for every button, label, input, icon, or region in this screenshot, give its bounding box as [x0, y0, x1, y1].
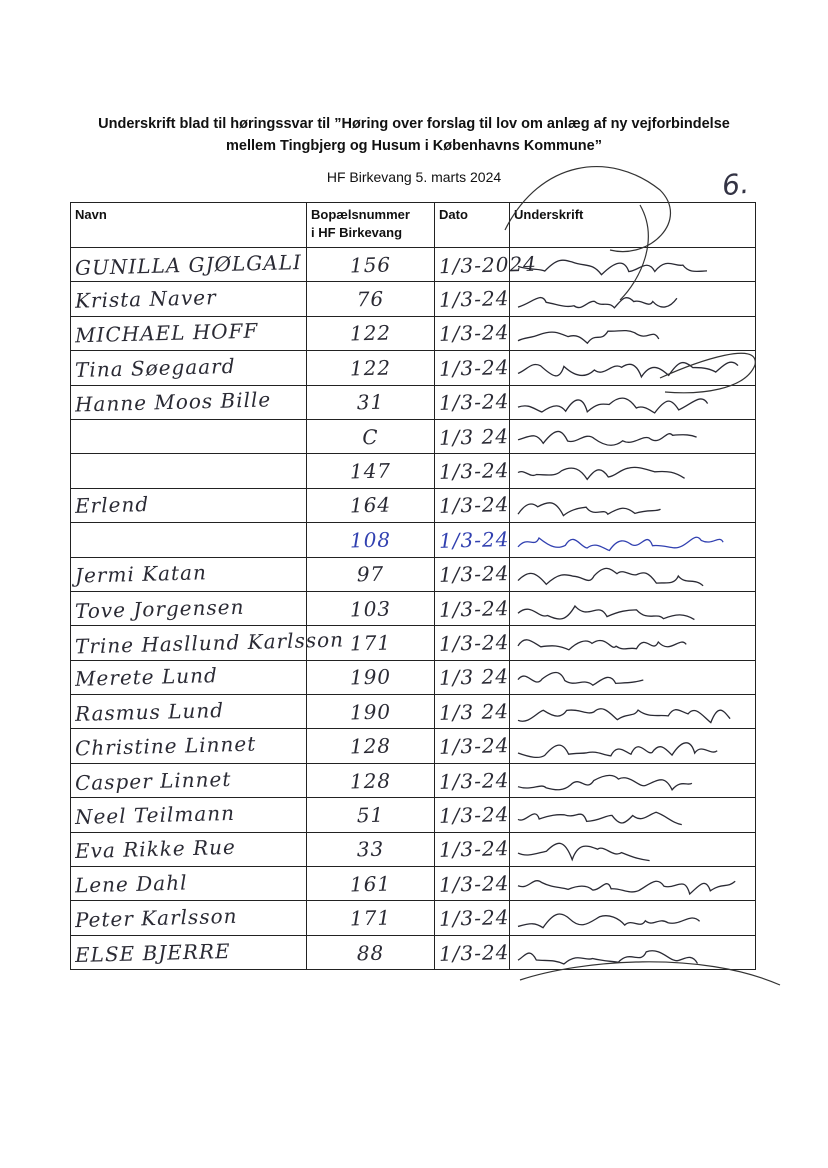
table-row	[71, 488, 756, 522]
name-cell	[71, 351, 307, 385]
house-number-text: 97	[356, 561, 385, 587]
house-number-text: 128	[349, 768, 392, 794]
house-number-cell	[307, 591, 435, 625]
signature-stroke	[518, 640, 686, 650]
signature-table	[70, 202, 756, 970]
house-number-cell	[307, 557, 435, 591]
name-cell	[71, 591, 307, 625]
house-number-text: 122	[349, 355, 392, 381]
house-number-text: 190	[349, 664, 392, 690]
signature-stroke	[518, 362, 738, 377]
name-cell	[71, 557, 307, 591]
house-number-cell	[307, 282, 435, 316]
house-number-cell	[307, 488, 435, 522]
date-text: 1/3-24	[438, 733, 510, 760]
table-row	[71, 248, 756, 282]
house-number-text: 51	[356, 802, 385, 828]
date-text: 1/3-24	[438, 286, 510, 312]
signature-stroke	[518, 775, 692, 790]
column-header-bopael-line-1: Bopælsnummer	[311, 207, 410, 222]
name-cell	[71, 729, 307, 763]
house-number-cell	[307, 248, 435, 282]
column-header-underskrift: Underskrift	[510, 203, 756, 248]
name-cell	[71, 901, 307, 935]
table-row	[71, 695, 756, 729]
house-number-cell	[307, 867, 435, 901]
handwritten-signature	[514, 493, 750, 521]
handwritten-signature	[514, 905, 750, 933]
signature-cell	[510, 935, 756, 969]
date-cell	[435, 695, 510, 729]
name-cell	[71, 248, 307, 282]
signature-cell	[510, 351, 756, 385]
date-cell	[435, 419, 510, 453]
table-row	[71, 935, 756, 969]
house-number-cell	[307, 763, 435, 797]
name-text: Erlend	[74, 492, 150, 519]
house-number-text: 171	[349, 630, 392, 656]
table-row	[71, 385, 756, 419]
date-text: 1/3-24	[438, 595, 510, 622]
name-cell	[71, 695, 307, 729]
house-number-cell	[307, 523, 435, 557]
column-header-bopaelsnummer	[307, 203, 435, 248]
date-text: 1/3-24	[438, 320, 510, 347]
date-text: 1/3-24	[438, 492, 510, 519]
date-text: 1/3-24	[438, 905, 510, 931]
name-text: Krista Naver	[74, 285, 217, 313]
table-row	[71, 523, 756, 557]
house-number-cell	[307, 798, 435, 832]
name-text: Jermi Katan	[74, 560, 208, 588]
table-row	[71, 557, 756, 591]
table-header-row	[71, 203, 756, 248]
signature-cell	[510, 832, 756, 866]
signature-cell	[510, 557, 756, 591]
signature-stroke	[518, 709, 730, 723]
signature-cell	[510, 763, 756, 797]
date-cell	[435, 832, 510, 866]
date-text: 1/3-24	[438, 801, 510, 828]
table-row	[71, 591, 756, 625]
signature-stroke	[518, 537, 723, 550]
signature-stroke	[518, 743, 717, 758]
house-number-cell	[307, 832, 435, 866]
signature-rows	[71, 248, 756, 970]
house-number-cell	[307, 660, 435, 694]
house-number-text: C	[362, 424, 379, 449]
date-cell	[435, 660, 510, 694]
signature-cell	[510, 385, 756, 419]
house-number-text: 31	[356, 389, 385, 415]
signature-cell	[510, 695, 756, 729]
date-text: 1/3-24	[438, 354, 510, 381]
date-cell	[435, 248, 538, 282]
signature-cell	[510, 419, 756, 453]
name-text: Tina Søegaard	[74, 353, 236, 382]
name-cell	[71, 798, 307, 832]
house-number-cell	[307, 385, 435, 419]
house-number-text: 164	[349, 492, 392, 518]
house-number-text: 161	[349, 871, 392, 897]
signature-stroke	[518, 914, 700, 928]
name-cell	[71, 867, 307, 901]
house-number-cell	[307, 419, 435, 453]
table-row	[71, 282, 756, 316]
date-cell	[435, 935, 510, 969]
table-row	[71, 729, 756, 763]
handwritten-signature	[514, 424, 750, 452]
date-text: 1/3-24	[438, 767, 510, 794]
signature-cell	[510, 798, 756, 832]
signature-stroke	[518, 951, 698, 964]
handwritten-signature	[514, 871, 750, 899]
house-number-cell	[307, 316, 435, 350]
handwritten-signature	[514, 802, 750, 830]
name-cell	[71, 832, 307, 866]
date-cell	[435, 867, 510, 901]
signature-stroke	[518, 330, 659, 343]
signature-stroke	[518, 431, 697, 445]
name-text: Neel Teilmann	[74, 800, 236, 829]
name-cell	[71, 488, 307, 522]
handwritten-signature	[514, 527, 750, 555]
signature-cell	[510, 591, 756, 625]
name-cell	[71, 660, 307, 694]
signature-cell	[510, 454, 756, 488]
date-text: 1/3 24	[438, 664, 510, 691]
name-cell	[71, 763, 307, 797]
signature-stroke	[518, 398, 708, 413]
date-cell	[435, 385, 510, 419]
table-row	[71, 901, 756, 935]
date-text: 1/3-24	[438, 389, 510, 416]
signature-cell	[510, 729, 756, 763]
house-number-text: 122	[349, 320, 392, 347]
signature-cell	[510, 626, 756, 660]
date-cell	[435, 316, 510, 350]
handwritten-signature	[514, 768, 750, 796]
table-row	[71, 419, 756, 453]
date-text: 1/3-24	[438, 939, 510, 966]
date-text: 1/3-24	[438, 458, 510, 484]
signature-stroke	[518, 503, 661, 516]
handwritten-signature	[514, 321, 750, 349]
date-text: 1/3-24	[438, 561, 510, 588]
signature-cell	[510, 867, 756, 901]
signature-stroke	[518, 843, 650, 860]
house-number-cell	[307, 935, 435, 969]
table-row	[71, 867, 756, 901]
heading-line-1: Underskrift blad til høringssvar til ”Høring over forslag til lov om anlæg af ny vejforbindelse	[98, 116, 730, 132]
house-number-text: 171	[349, 905, 392, 931]
name-cell	[71, 419, 307, 453]
signature-cell	[510, 660, 756, 694]
column-header-dato: Dato	[435, 203, 510, 248]
date-cell	[435, 351, 510, 385]
name-text: Eva Rikke Rue	[74, 835, 237, 864]
handwritten-signature	[514, 940, 750, 968]
handwritten-signature	[514, 733, 750, 761]
table-row	[71, 626, 756, 660]
date-cell	[435, 523, 510, 557]
name-cell	[71, 935, 307, 969]
signature-stroke	[518, 568, 703, 585]
handwritten-signature	[514, 665, 750, 693]
name-text: ELSE BJERRE	[74, 938, 231, 967]
house-number-text: 190	[349, 699, 392, 725]
date-cell	[435, 557, 510, 591]
house-number-cell	[307, 351, 435, 385]
handwritten-signature	[514, 837, 750, 865]
date-cell	[435, 488, 510, 522]
signature-stroke	[518, 672, 643, 685]
handwritten-signature	[514, 630, 750, 658]
name-text: Lene Dahl	[74, 870, 188, 898]
handwritten-signature	[514, 458, 750, 486]
name-text: Trine Hasllund Karlsson	[74, 627, 345, 659]
handwritten-signature	[514, 562, 750, 590]
name-text: Hanne Moos Bille	[74, 387, 272, 417]
handwritten-signature	[514, 596, 750, 624]
signature-cell	[510, 901, 756, 935]
name-text: Tove Jorgensen	[74, 594, 245, 623]
name-text: GUNILLA GJØLGALI	[74, 249, 303, 280]
name-cell	[71, 316, 307, 350]
heading-line-2: mellem Tingbjerg og Husum i Københavns Kommune”	[226, 138, 602, 154]
signature-stroke	[518, 468, 685, 480]
column-header-bopael-line-2: i HF Birkevang	[311, 225, 403, 240]
handwritten-signature	[514, 355, 750, 383]
date-cell	[435, 729, 510, 763]
signature-stroke	[518, 606, 694, 620]
date-cell	[435, 282, 510, 316]
name-text: Christine Linnet	[74, 731, 257, 761]
table-row	[71, 763, 756, 797]
handwritten-signature	[514, 286, 750, 314]
date-cell	[435, 626, 510, 660]
house-number-text: 103	[349, 596, 392, 622]
house-number-text: 128	[349, 733, 392, 759]
signature-cell	[510, 248, 756, 282]
date-text: 1/3-24	[438, 630, 510, 656]
house-number-cell	[307, 454, 435, 488]
signature-stroke	[518, 298, 677, 308]
table-row	[71, 660, 756, 694]
name-text: MICHAEL HOFF	[74, 319, 259, 348]
house-number-text: 33	[356, 836, 385, 862]
house-number-text: 147	[349, 458, 392, 484]
document-heading	[40, 113, 788, 157]
signature-stroke	[518, 881, 735, 894]
date-cell	[435, 798, 510, 832]
signature-cell	[510, 488, 756, 522]
signature-stroke	[518, 813, 682, 825]
date-text: 1/3 24	[438, 423, 510, 450]
name-cell	[71, 454, 307, 488]
signature-cell	[510, 282, 756, 316]
date-cell	[435, 763, 510, 797]
table-row	[71, 798, 756, 832]
signature-stroke	[518, 260, 707, 274]
date-cell	[435, 901, 510, 935]
date-text: 1/3-24	[438, 870, 510, 897]
name-cell	[71, 385, 307, 419]
name-text: Merete Lund	[74, 663, 219, 692]
table-row	[71, 454, 756, 488]
house-number-text: 108	[349, 527, 392, 553]
date-text: 1/3-2024	[438, 251, 538, 278]
column-header-navn: Navn	[71, 203, 307, 248]
house-number-text: 88	[356, 940, 385, 965]
date-cell	[435, 454, 510, 488]
date-text: 1/3-24	[438, 526, 510, 553]
table-row	[71, 316, 756, 350]
date-cell	[435, 591, 510, 625]
name-cell	[71, 523, 307, 557]
house-number-text: 76	[356, 286, 385, 312]
name-text: Peter Karlsson	[74, 903, 238, 933]
house-number-text: 156	[349, 252, 392, 278]
handwritten-signature	[514, 252, 750, 280]
house-number-cell	[307, 901, 435, 935]
table-row	[71, 832, 756, 866]
document-subheading: HF Birkevang 5. marts 2024	[326, 169, 502, 185]
name-text: Rasmus Lund	[74, 697, 225, 726]
name-text: Casper Linnet	[74, 766, 232, 795]
handwritten-page-number: 6.	[720, 166, 751, 203]
signature-cell	[510, 523, 756, 557]
house-number-cell	[307, 729, 435, 763]
handwritten-signature	[514, 699, 750, 727]
signature-cell	[510, 316, 756, 350]
name-cell	[71, 282, 307, 316]
handwritten-signature	[514, 390, 750, 418]
house-number-cell	[307, 695, 435, 729]
table-row	[71, 351, 756, 385]
date-text: 1/3 24	[438, 698, 510, 725]
date-text: 1/3-24	[438, 836, 510, 863]
name-cell	[71, 626, 345, 660]
